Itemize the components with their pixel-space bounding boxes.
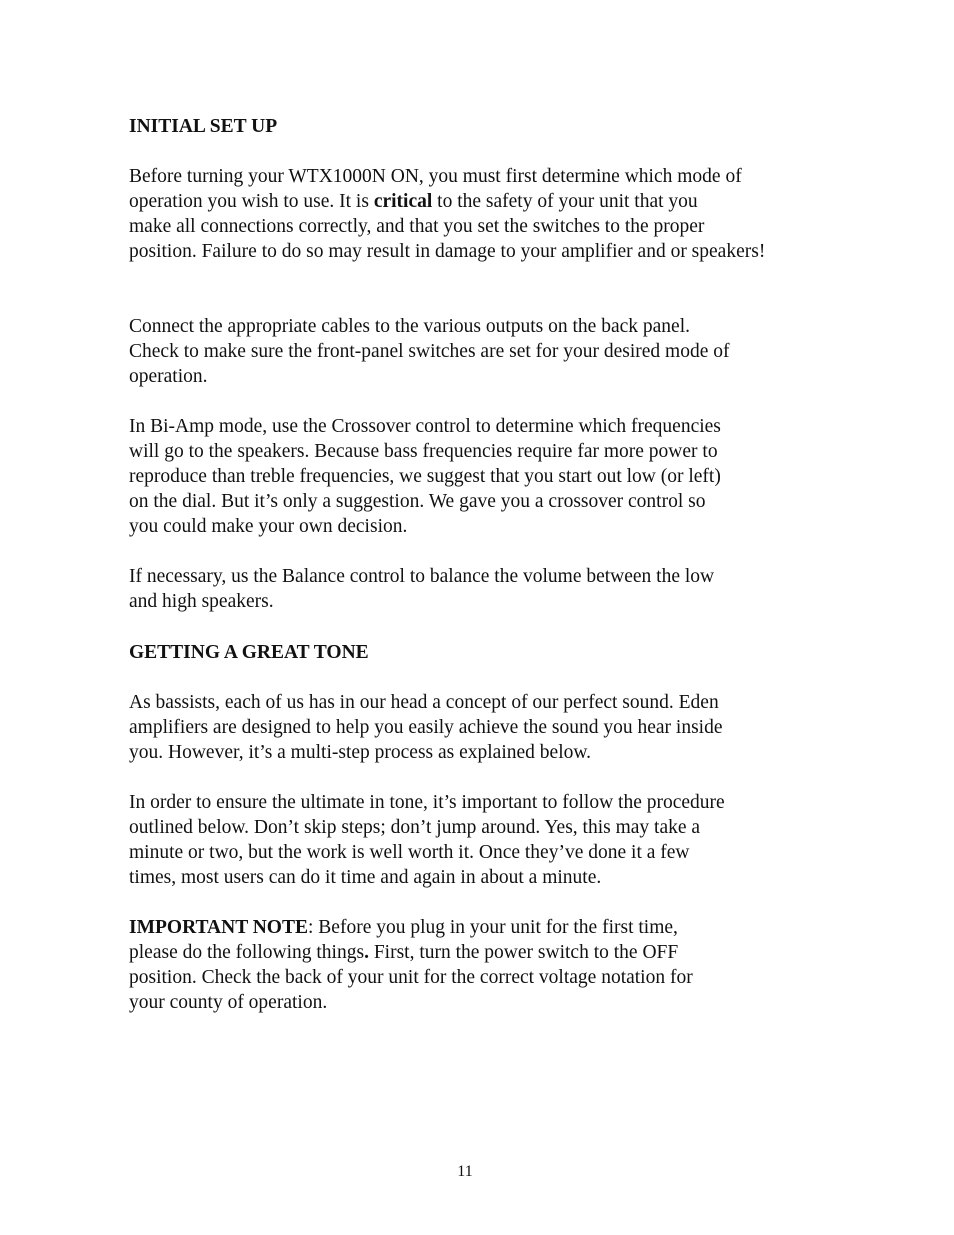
text-line (129, 940, 869, 965)
document-page (129, 114, 869, 1015)
text-line: As bassists, each of us has in our head a concept of our perfect sound. Eden (129, 692, 719, 713)
section-heading-initial-setup: INITIAL SET UP (129, 116, 278, 137)
text-span: to the safety of your unit that you (432, 191, 698, 212)
paragraph-bi-amp-mode (129, 414, 869, 539)
section-heading-great-tone: GETTING A GREAT TONE (129, 642, 369, 663)
text-line: Before turning your WTX1000N ON, you must first determine which mode of (129, 166, 742, 187)
text-line: outlined below. Don’t skip steps; don’t jump around. Yes, this may take a (129, 817, 701, 838)
text-line: minute or two, but the work is well worth it. Once they’ve done it a few (129, 842, 690, 863)
text-span: operation you wish to use. It is (129, 191, 374, 212)
text-line (129, 189, 869, 214)
text-line: In Bi-Amp mode, use the Crossover control to determine which frequencies (129, 416, 721, 437)
text-line: operation. (129, 366, 208, 387)
text-line: If necessary, us the Balance control to balance the volume between the low (129, 566, 715, 587)
text-line: amplifiers are designed to help you easily achieve the sound you hear inside (129, 717, 723, 738)
text-line: Connect the appropriate cables to the various outputs on the back panel. (129, 316, 690, 337)
paragraph-connect-cables (129, 314, 869, 389)
text-line: you could make your own decision. (129, 516, 408, 537)
page-number: 11 (457, 1163, 473, 1180)
text-line: make all connections correctly, and that you set the switches to the proper (129, 216, 705, 237)
text-line: position. Failure to do so may result in damage to your amplifier and or speakers! (129, 241, 766, 262)
paragraph-procedure (129, 790, 869, 890)
text-line: reproduce than treble frequencies, we suggest that you start out low (or left) (129, 466, 721, 487)
text-line: on the dial. But it’s only a suggestion. We gave you a crossover control so (129, 491, 706, 512)
text-line: Check to make sure the front-panel switches are set for your desired mode of (129, 341, 730, 362)
text-span: please do the following things (129, 942, 365, 963)
text-line: times, most users can do it time and again in about a minute. (129, 867, 602, 888)
text-line: and high speakers. (129, 591, 274, 612)
text-span: First, turn the power switch to the OFF (368, 942, 679, 963)
text-line: position. Check the back of your unit for the correct voltage notation for (129, 967, 693, 988)
text-line: will go to the speakers. Because bass frequencies require far more power to (129, 441, 718, 462)
paragraph-mode-warning (129, 164, 869, 264)
text-line: your county of operation. (129, 992, 328, 1013)
emphasis-critical: critical (373, 191, 433, 212)
text-line: In order to ensure the ultimate in tone, it’s important to follow the procedure (129, 792, 725, 813)
paragraph-balance-control (129, 564, 869, 614)
text-line: you. However, it’s a multi-step process as explained below. (129, 742, 592, 763)
important-note-label: IMPORTANT NOTE (129, 917, 308, 938)
paragraph-important-note (129, 915, 869, 1015)
text-line (129, 915, 869, 940)
text-span: : Before you plug in your unit for the first time, (308, 917, 678, 938)
bold-period: . (364, 942, 369, 963)
paragraph-perfect-sound (129, 690, 869, 765)
